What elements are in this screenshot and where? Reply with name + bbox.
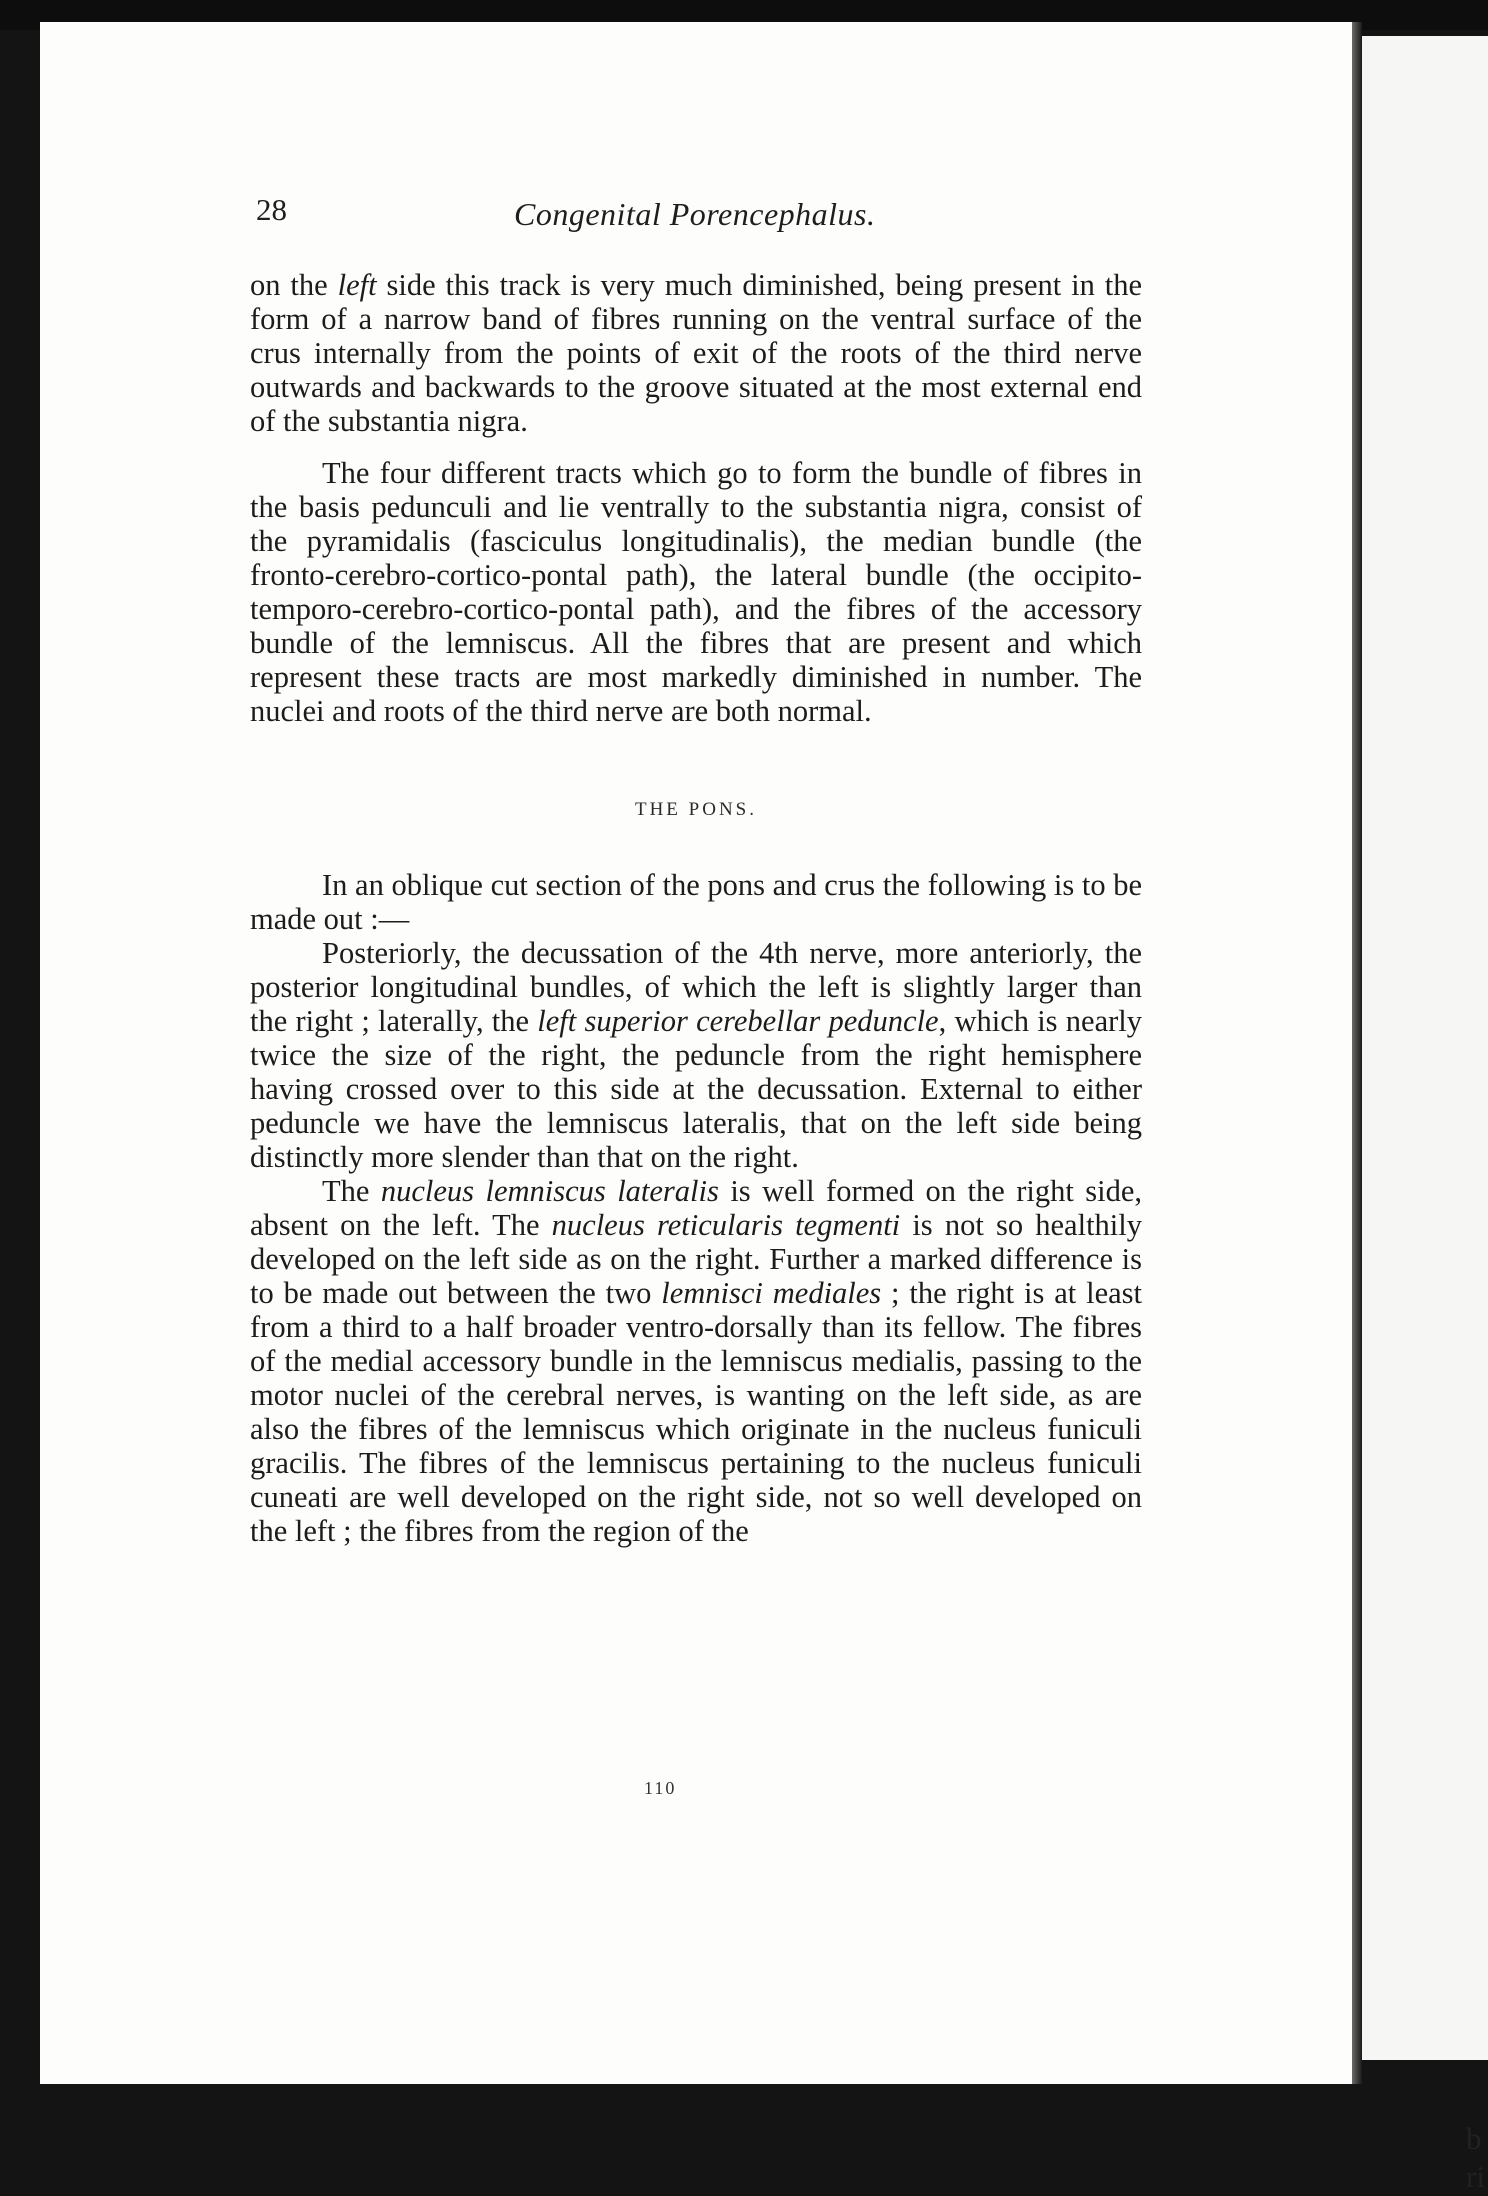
text-run: , which is nearly twice the size of the right, the peduncle from the right hemisphere having crossed over to this side at the decussation. External to either peduncle we have the lemniscus lateralis, that on the left side being distinctly more slender than that on the right.: [250, 1004, 1142, 1174]
text-run: side this track is very much diminished, being present in the form of a narrow band of fibres running on the ventral surface of the crus internally from the points of exit of the roots of the third nerve outwards and backwards to the groove situated at the most external end of the substantia nigra.: [250, 268, 1143, 438]
page-body: [250, 268, 1142, 1548]
folio-number: 110: [644, 1778, 677, 1798]
adjacent-page: [1362, 36, 1488, 2060]
italic-term: left: [337, 268, 377, 302]
text-run: is well formed on the right side, absent on the left. The: [250, 1174, 1142, 1242]
italic-term: nucleus reticularis tegmenti: [551, 1208, 901, 1242]
italic-term: nucleus lemniscus lateralis: [380, 1174, 719, 1208]
adjacent-letter-2: ri: [1466, 2159, 1485, 2194]
paragraph-3: [250, 868, 1142, 936]
text-run: on the: [250, 268, 338, 302]
adjacent-letter-1: b: [1466, 2121, 1482, 2156]
page-number: 28: [256, 192, 287, 227]
running-head: Congenital Porencephalus.: [514, 196, 876, 232]
text-run: ; the right is at least from a third to a half broader ventro-dorsally than its fellow. The fibres of the medial accessory bundle in the lemniscus medialis, passing to the motor nuclei of the cerebral nerves, is wanting on the left side, as are also the fibres of the lemniscus which originate in the nucleus funiculi gracilis. The fibres of the lemniscus pertaining to the nucleus funiculi cuneati are well developed on the right side, not so well developed on the left ; the fibres from the region of the: [250, 1276, 1142, 1548]
section-heading: THE PONS.: [634, 799, 757, 820]
paragraph-4: [250, 936, 1142, 1174]
text-run: The four different tracts which go to form the bundle of fibres in the basis pedunculi and lie ventrally to the substantia nigra, consist of the pyramidalis (fasciculus longitudinalis), the median bundle (the fronto-cerebro-cortico-pontal path), the lateral bundle (the occipito-temporo-cerebro-cortico-pontal path), and the fibres of the accessory bundle of the lemniscus. All the fibres that are present and which represent these tracts are most markedly diminished in number. The nuclei and roots of the third nerve are both normal.: [250, 456, 1142, 728]
adjacent-page-text: [1466, 2120, 1485, 2196]
text-run: The: [322, 1174, 381, 1208]
text-run: is not so healthily developed on the left side as on the right. Further a marked difference is to be made out between the two: [250, 1208, 1142, 1310]
paragraph-2: [250, 456, 1142, 728]
italic-term: lemnisci mediales: [661, 1276, 882, 1310]
paragraph-1: [250, 268, 1142, 438]
italic-term: left superior cerebellar peduncle: [537, 1004, 939, 1038]
text-run: Posteriorly, the decussation of the 4th nerve, more anteriorly, the posterior longitudinal bundles, of which the left is slightly larger than the right ; laterally, the: [250, 936, 1142, 1038]
text-run: In an oblique cut section of the pons and crus the following is to be made out :—: [250, 868, 1142, 936]
paragraph-5: [250, 1174, 1142, 1548]
page-gutter-shadow: [1352, 22, 1362, 2084]
